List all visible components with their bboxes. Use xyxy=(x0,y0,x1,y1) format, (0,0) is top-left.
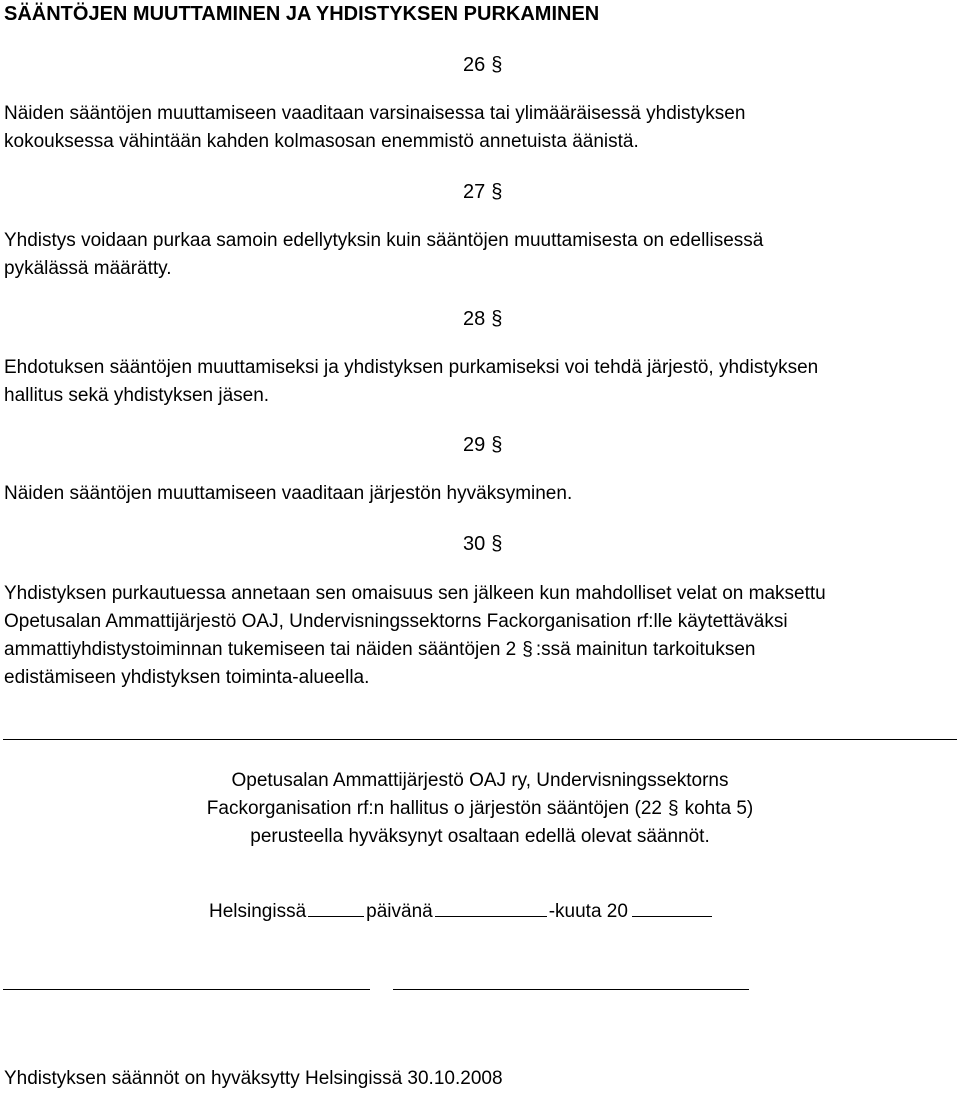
section-sign: § xyxy=(522,639,533,660)
month-year-label: -kuuta 20 xyxy=(548,901,628,922)
section-29-number xyxy=(463,434,502,457)
text-line: Näiden sääntöjen muuttamiseen vaaditaan järjestön hyväksyminen. xyxy=(4,483,573,504)
year-blank[interactable] xyxy=(632,896,712,917)
section-number: 26 xyxy=(463,54,486,76)
month-blank[interactable] xyxy=(435,896,547,917)
text-line: kokouksessa vähintään kahden kolmasosan enemmistö annetuista äänistä. xyxy=(4,131,639,152)
approval-line xyxy=(0,795,960,823)
section-sign: § xyxy=(491,54,503,76)
document-heading: SÄÄNTÖJEN MUUTTAMINEN JA YHDISTYKSEN PURKAMINEN xyxy=(4,3,600,25)
section-27-text xyxy=(4,227,763,283)
section-sign: § xyxy=(491,434,503,456)
section-26-number xyxy=(463,54,502,77)
section-28-text xyxy=(4,354,818,410)
text-line: Yhdistyksen purkautuessa annetaan sen omaisuus sen jälkeen kun mahdolliset velat on maksettu xyxy=(4,583,826,604)
day-blank[interactable] xyxy=(308,896,364,917)
text-line: Yhdistys voidaan purkaa samoin edellytyksin kuin sääntöjen muuttamisesta on edellisessä xyxy=(4,230,764,251)
section-number: 30 xyxy=(463,533,486,555)
text-segment: :ssä mainitun tarkoituksen xyxy=(535,639,756,660)
section-29-text xyxy=(4,480,572,508)
section-number: 29 xyxy=(463,434,486,456)
place-date-line xyxy=(209,896,712,923)
text-line xyxy=(4,636,826,664)
text-line: Ehdotuksen sääntöjen muuttamiseksi ja yhdistyksen purkamiseksi voi tehdä järjestö, yhdistyksen xyxy=(4,357,819,378)
text-line: Näiden sääntöjen muuttamiseen vaaditaan varsinaisessa tai ylimääräisessä yhdistyksen xyxy=(4,103,746,124)
adoption-footer: Yhdistyksen säännöt on hyväksytty Helsingissä 30.10.2008 xyxy=(4,1068,503,1089)
day-label: päivänä xyxy=(366,901,433,922)
signature-line-left[interactable] xyxy=(3,989,370,990)
separator-line xyxy=(3,739,957,740)
text-line: Opetusalan Ammattijärjestö OAJ, Undervisningssektorns Fackorganisation rf:lle käytettäväksi xyxy=(4,611,788,632)
text-line: pykälässä määrätty. xyxy=(4,258,172,279)
text-segment: ammattiyhdistystoiminnan tukemiseen tai näiden sääntöjen 2 xyxy=(4,639,517,660)
section-sign: § xyxy=(491,181,503,203)
place-label: Helsingissä xyxy=(209,901,307,922)
approval-line: perusteella hyväksynyt osaltaan edellä olevat säännöt. xyxy=(250,826,710,847)
section-30-text xyxy=(4,580,826,692)
text-line: edistämiseen yhdistyksen toiminta-alueella. xyxy=(4,667,370,688)
text-segment: Fackorganisation rf:n hallitus o järjestön sääntöjen (22 xyxy=(206,798,662,819)
section-28-number xyxy=(463,308,502,331)
approval-line: Opetusalan Ammattijärjestö OAJ ry, Undervisningssektorns xyxy=(231,770,729,791)
section-sign: § xyxy=(491,533,503,555)
text-line: hallitus sekä yhdistyksen jäsen. xyxy=(4,385,270,406)
section-number: 27 xyxy=(463,181,486,203)
signature-line-right[interactable] xyxy=(393,989,749,990)
section-26-text xyxy=(4,100,745,156)
text-segment: kohta 5) xyxy=(684,798,754,819)
section-sign: § xyxy=(667,798,679,819)
section-number: 28 xyxy=(463,308,486,330)
approval-statement xyxy=(0,767,960,851)
section-27-number xyxy=(463,181,502,204)
section-sign: § xyxy=(491,308,503,330)
section-30-number xyxy=(463,533,502,556)
